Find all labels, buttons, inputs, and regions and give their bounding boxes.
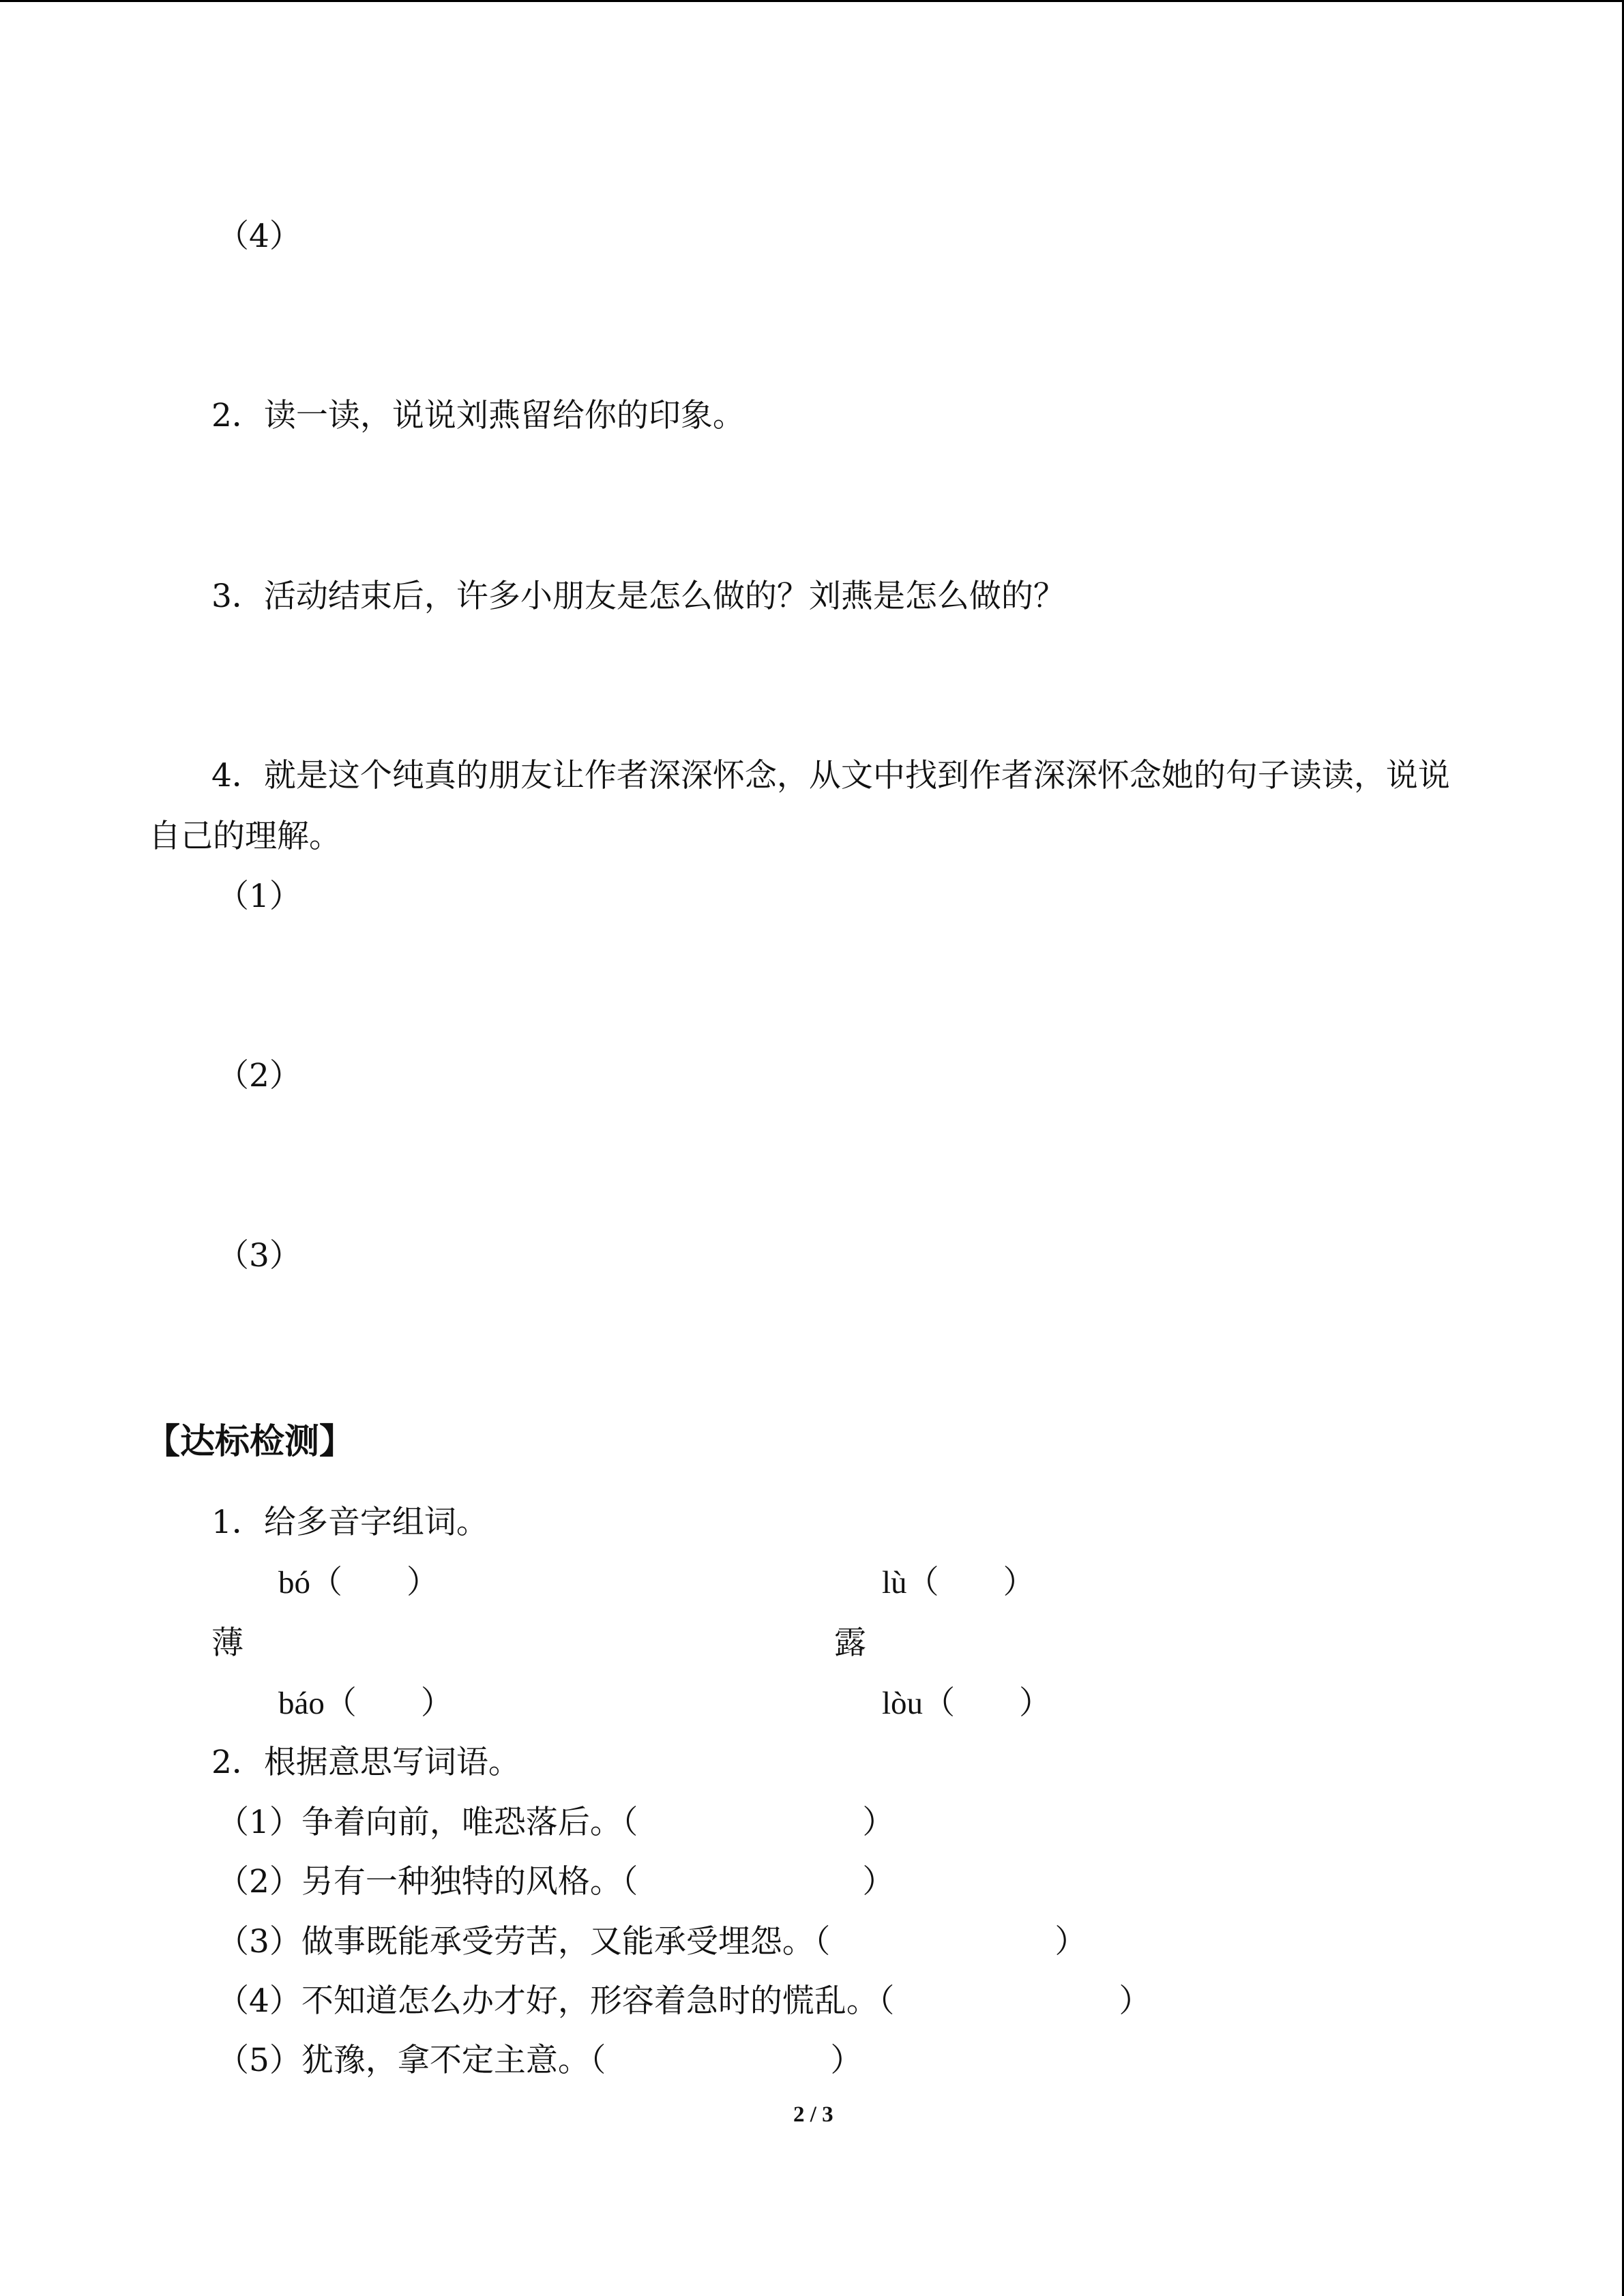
polyphone-char-bao: 薄	[211, 1624, 243, 1662]
test-question-2: 2．根据意思写词语。	[211, 1744, 520, 1781]
polyphone-bao-row	[278, 1683, 453, 1724]
meaning-item-2: （2）另有一种独特的风格。（ ）	[217, 1863, 895, 1900]
question-4-item-1: （1）	[217, 878, 301, 915]
page-border-top	[0, 0, 1624, 2]
meaning-item-1: （1）争着向前，唯恐落后。（ ）	[217, 1804, 895, 1841]
question-2: 2．读一读，说说刘燕留给你的印象。	[211, 397, 745, 434]
question-4-line-2: 自己的理解。	[149, 818, 341, 855]
answer-blank-bao: （ ）	[324, 1684, 453, 1722]
polyphone-lu-row	[882, 1562, 1035, 1603]
question-4-item-2: （2）	[217, 1057, 301, 1094]
answer-blank-lu: （ ）	[906, 1564, 1035, 1601]
polyphone-bo-row	[278, 1562, 439, 1603]
polyphone-char-lu: 露	[834, 1624, 866, 1662]
answer-blank-lou: （ ）	[923, 1684, 1052, 1722]
question-4-item-3: （3）	[217, 1237, 301, 1274]
pinyin-bao: báo	[278, 1686, 325, 1721]
polyphone-lou-row	[882, 1683, 1051, 1724]
item-4-label: （4）	[217, 218, 301, 255]
page-number: 2 / 3	[793, 2102, 833, 2127]
pinyin-lu: lù	[882, 1565, 907, 1600]
pinyin-lou: lòu	[882, 1686, 924, 1721]
pinyin-bo: bó	[278, 1565, 310, 1600]
answer-blank-bo: （ ）	[310, 1564, 439, 1601]
meaning-item-5: （5）犹豫，拿不定主意。（ ）	[217, 2042, 863, 2079]
question-3: 3．活动结束后，许多小朋友是怎么做的？刘燕是怎么做的？	[211, 578, 1065, 615]
test-question-1: 1．给多音字组词。	[211, 1504, 488, 1541]
meaning-item-3: （3）做事既能承受劳苦，又能承受埋怨。（ ）	[217, 1923, 1087, 1960]
question-4-line-1: 4．就是这个纯真的朋友让作者深深怀念，从文中找到作者深深怀念她的句子读读，说说	[211, 757, 1450, 794]
meaning-item-4: （4）不知道怎么办才好，形容着急时的慌乱。（ ）	[217, 1982, 1151, 2020]
section-title: 【达标检测】	[145, 1422, 355, 1462]
